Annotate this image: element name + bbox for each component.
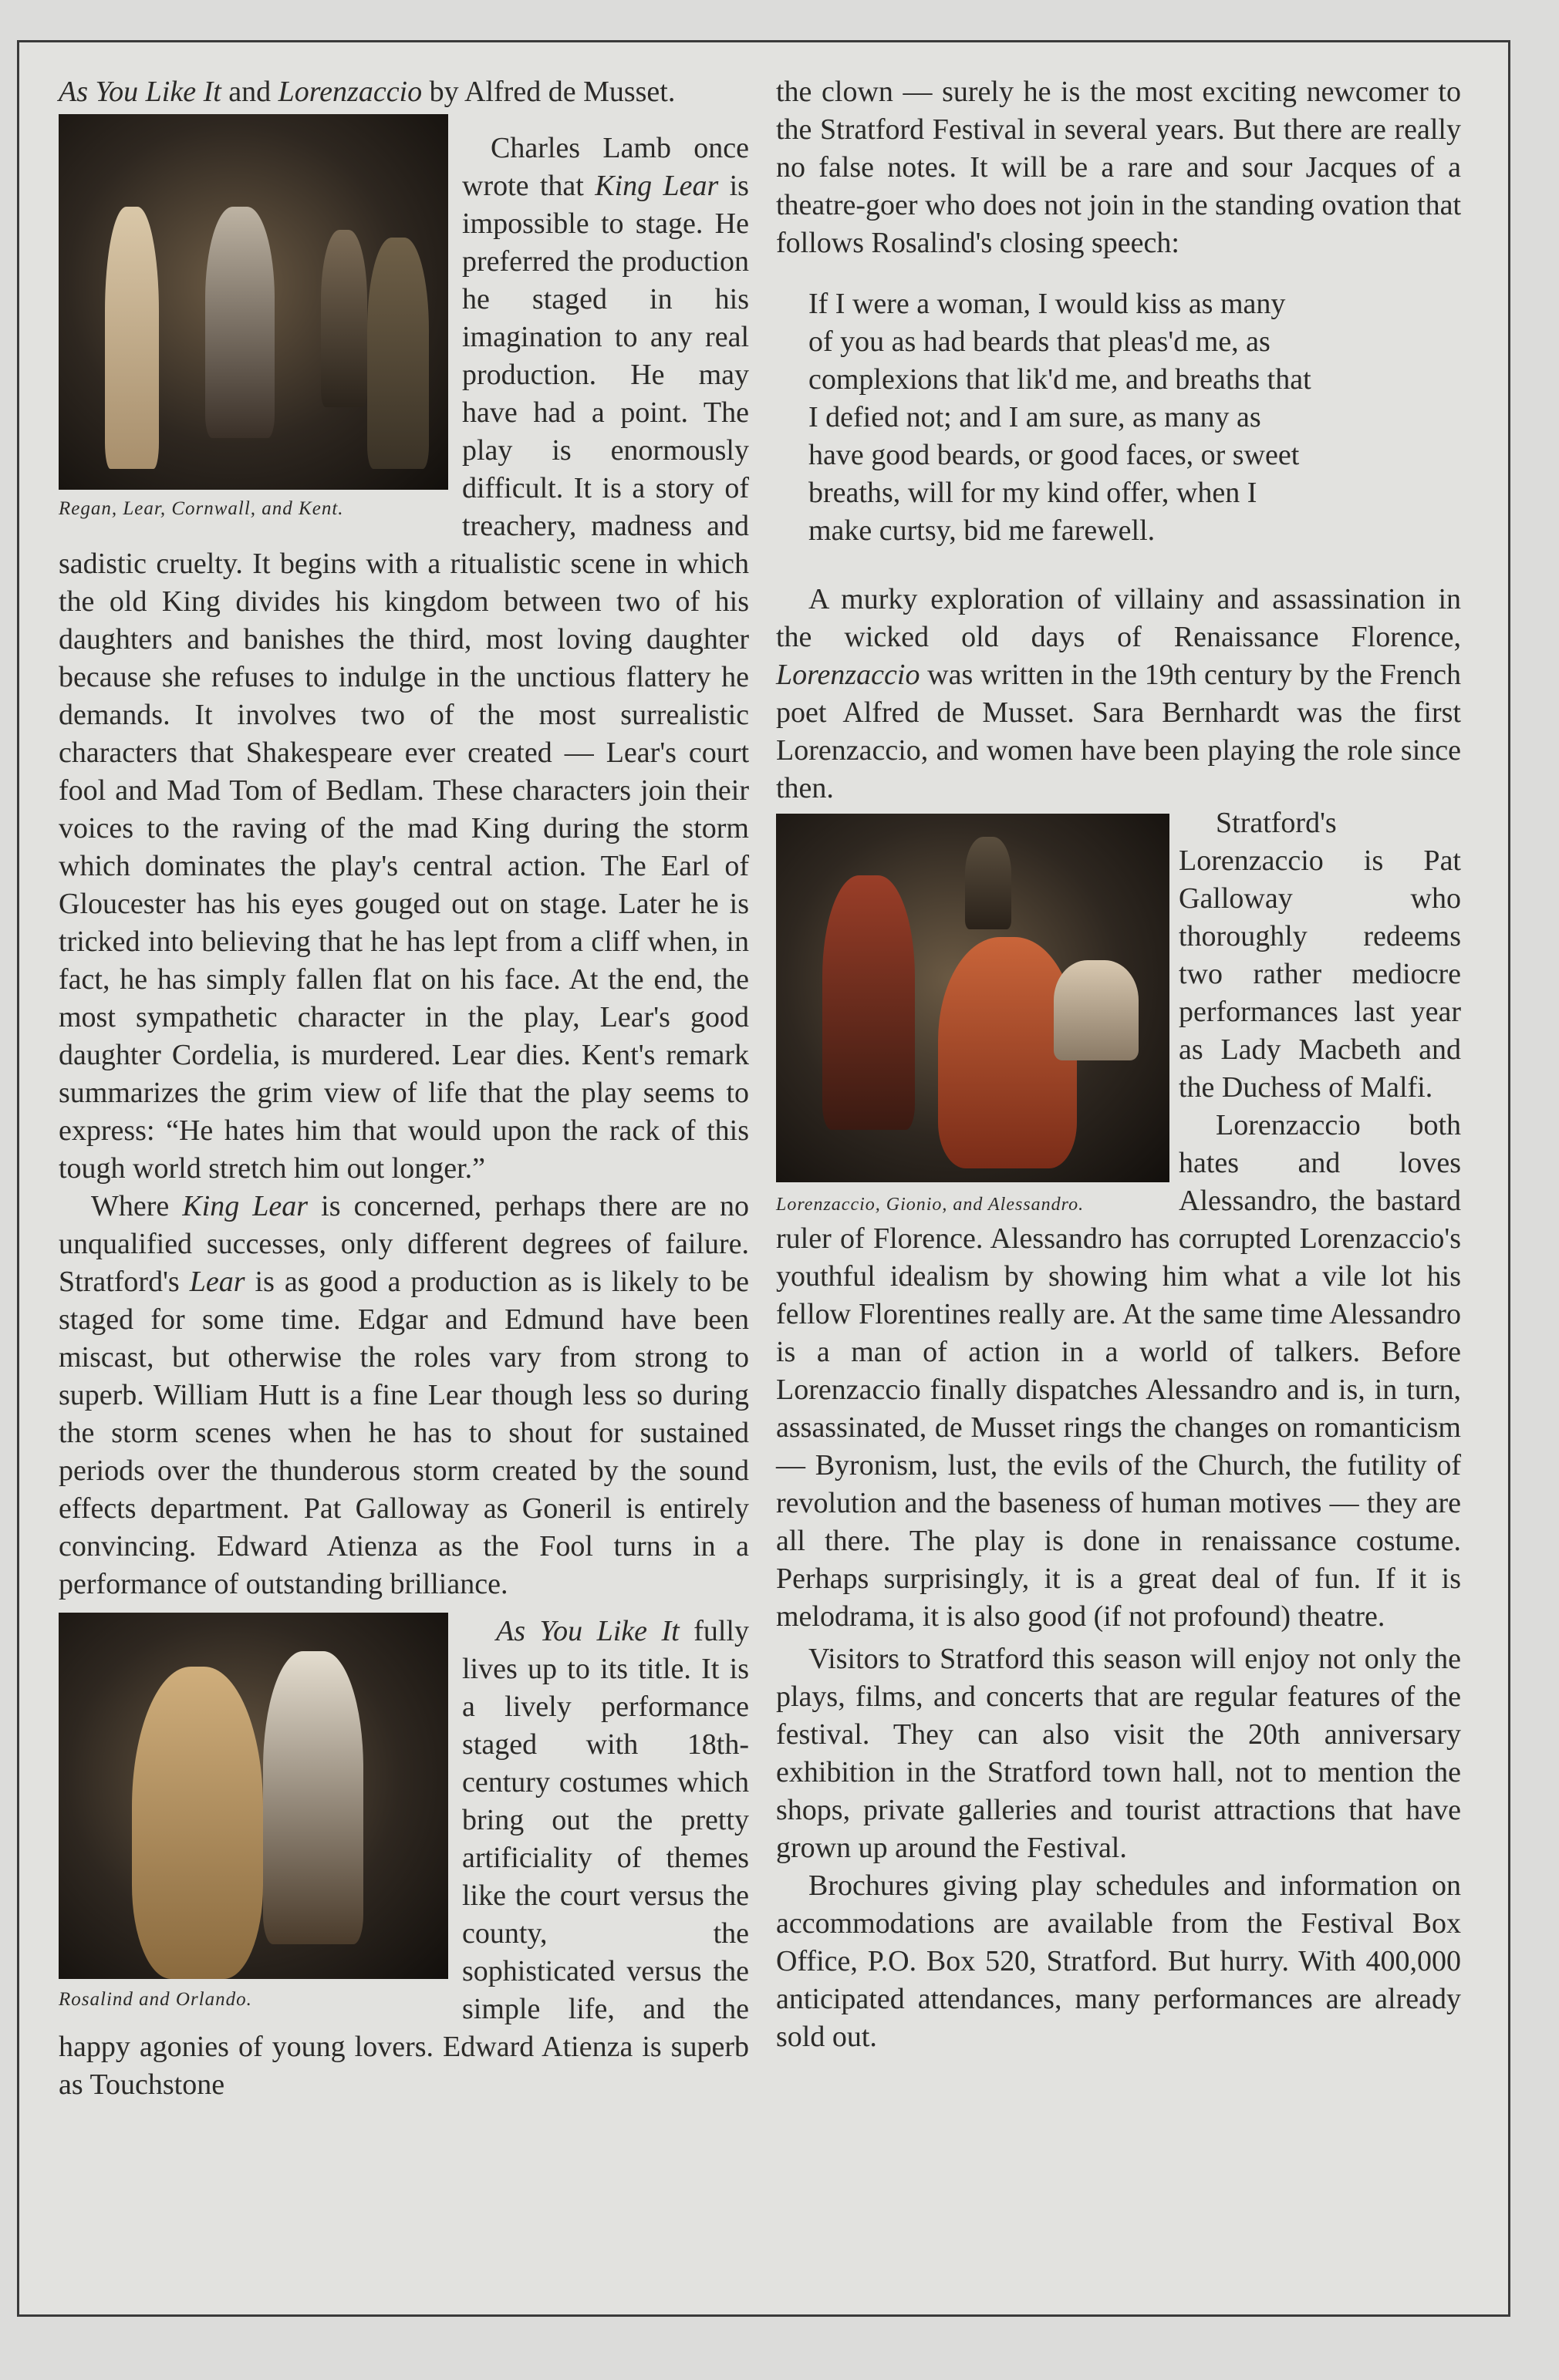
clown-paragraph: the clown — surely he is the most exciting newcomer to the Stratford Festival in several years. But there are really no false notes. It will be a rare and sour Jacques of a theatre-goer who does not join in the standing ovation that follows Rosalind's closing speech: bbox=[776, 76, 1461, 259]
lorenzaccio-caption: Lorenzaccio, Gionio, and Alessandro. bbox=[776, 1195, 1085, 1215]
title-as-you-like-it: As You Like It bbox=[59, 76, 221, 108]
brochures-paragraph: Brochures giving play schedules and information on accommodations are available from the Festival Box Office, P.O. Box 520, Stratford. But hurry. With 400,000 anticipated attendances, many performances are already sold out. bbox=[776, 1869, 1461, 2053]
lorenzaccio-photo bbox=[776, 814, 1169, 1182]
rosalind-quote: If I were a woman, I would kiss as many of you as had beards that pleas'd me, as complexions that lik'd me, and breaths that I defied not; and I am sure, as many as have good beards, or good faces, or sweet breaths, will for my kind offer, when I make curtsy, bid me farewell. bbox=[808, 288, 1311, 547]
title-lorenzaccio: Lorenzaccio bbox=[278, 76, 423, 108]
lear-caption: Regan, Lear, Cornwall, and Kent. bbox=[59, 498, 344, 519]
lorenzaccio-intro-paragraph: A murky exploration of villainy and assassination in the wicked old days of Renaissance Florence, Lorenzaccio was written in the 19th century by the French poet Alfred de Musset. Sara Bernhardt was the first Lorenzaccio, and women have been playing the role since then. bbox=[776, 583, 1461, 804]
visitors-paragraph: Visitors to Stratford this season will enjoy not only the plays, films, and concerts that are regular features of the festival. They can also visit the 20th anniversary exhibition in the Stratford town hall, not to mention the shops, private galleries and tourist attractions that have grown up around the Festival. bbox=[776, 1643, 1461, 1864]
left-column bbox=[59, 73, 749, 2104]
intro-line: As You Like It and Lorenzaccio by Alfred de Musset. bbox=[59, 76, 676, 108]
as-you-like-it-paragraph: As You Like It fully lives up to its title. It is a lively performance staged with 18th-century costumes which bring out the pretty artificiality of themes like the court versus the county, the sophisticated versus the simple life, and the happy agonies of young lovers. Edward Atienza is superb as Touchstone bbox=[59, 1615, 749, 2101]
lear-figure bbox=[59, 114, 448, 521]
alessandro-paragraph: Lorenzaccio both hates and loves Alessandro, the bastard ruler of Florence. Alessandro has corrupted Lorenzaccio's youthful idealism by showing him what a vile lot his fellow Florentines really are. At the same time Alessandro is a man of action in a world of talkers. Before Lorenzaccio finally dispatches Alessandro and is, in turn, assassinated, de Musset rings the changes on romanticism — Byronism, lust, the evils of the Church, the futility of revolution and the baseness of human motives — they are all there. The play is done in renaissance costume. Perhaps surprisingly, it is a great deal of fun. If it is melodrama, it is also good (if not profound) theatre. bbox=[776, 1109, 1461, 1633]
lear-photo bbox=[59, 114, 448, 490]
right-column bbox=[776, 73, 1461, 2056]
rosalind-caption: Rosalind and Orlando. bbox=[59, 1989, 252, 2010]
rosalind-figure bbox=[59, 1613, 448, 2011]
rosalind-photo bbox=[59, 1613, 448, 1979]
lear-review-paragraph: Where King Lear is concerned, perhaps there are no unqualified successes, only different degrees of failure. Stratford's Lear is as good a production as is likely to be staged for some time. Edgar and Edmund have been miscast, but otherwise the roles vary from strong to superb. William Hutt is a fine Lear though less so during the storm scenes when he has to shout for sustained periods over the thunderous storm created by the sound effects department. Pat Galloway as Goneril is entirely convincing. Edward Atienza as the Fool turns in a performance of outstanding brilliance. bbox=[59, 1190, 749, 1600]
lear-paragraph: Charles Lamb once wrote that King Lear is impossible to stage. He preferred the production he staged in his imagination to any real production. He may have had a point. The play is enormously difficult. It is a story of treachery, madness and sadistic cruelty. It begins with a ritualistic scene in which the old King divides his kingdom between two of his daughters and banishes the third, most loving daughter because she refuses to indulge in the unctious flattery he demands. It involves two of the most surrealistic characters that Shakespeare ever created — Lear's court fool and Mad Tom of Bedlam. These characters join their voices to the raving of the mad King during the storm which dominates the play's central action. The Earl of Gloucester has his eyes gouged out on stage. Later he is tricked into believing that he has lept from a cliff when, in fact, he has simply fallen flat on his face. At the end, the most sympathetic character in the play, Lear's good daughter Cordelia, is murdered. Lear dies. Kent's remark summarizes the grim view of life that the play seems to express: “He hates him that would upon the rack of this tough world stretch him out longer.” bbox=[59, 132, 749, 1185]
lorenzaccio-figure bbox=[776, 814, 1169, 1216]
galloway-paragraph: Stratford's Lorenzaccio is Pat Galloway who thoroughly redeems two rather mediocre performances last year as Lady Macbeth and the Duchess of Malfi. bbox=[1179, 807, 1461, 1104]
